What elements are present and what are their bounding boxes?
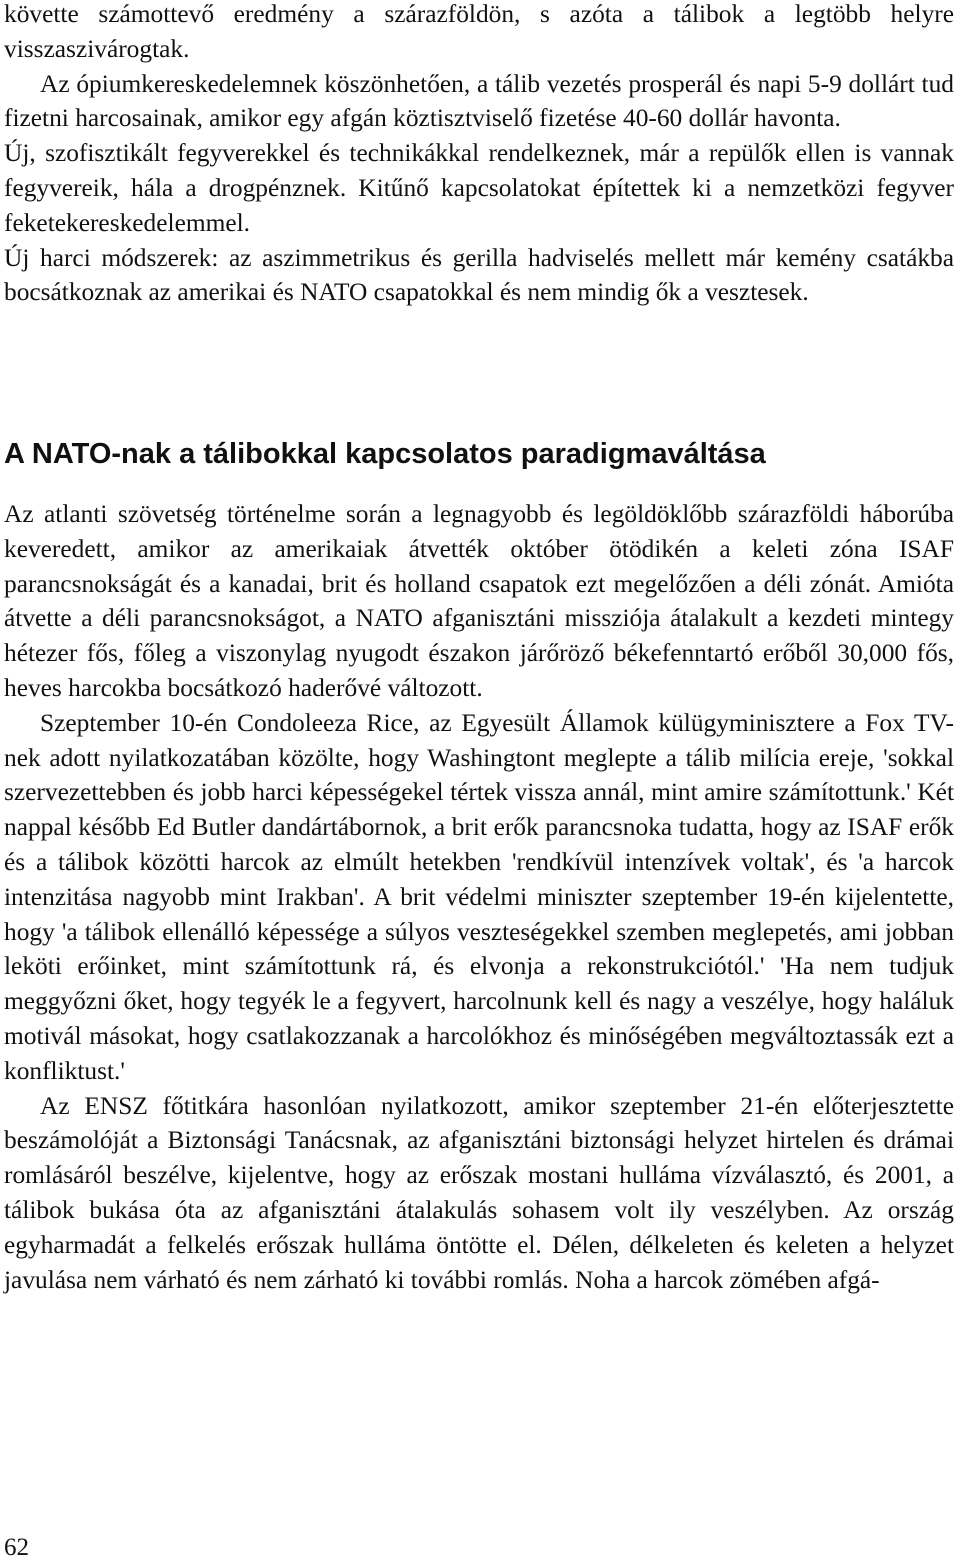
page-number: 62 (4, 1534, 29, 1561)
paragraph-new-methods: Új harci módszerek: az aszimmetrikus és gerilla hadviselés mellett már kemény csatákba bocsátkoznak az amerikai és NATO csapatokkal és nem mindig ők a vesztesek. (4, 243, 954, 307)
paragraph-atlantic-alliance: Az atlanti szövetség történelme során a legnagyobb és legöldöklőbb szárazföldi háborúba keveredett, amikor az amerikaiak átvették október ötödikén a keleti zóna ISAF parancsnokságát és a kanadai, brit és holland csapatok ezt megelőzően a déli zónát. Amióta átvette a déli parancsnokságot, a NATO afganisztáni missziója átalakult a kezdeti mintegy hétezer fős, főleg a viszonylag nyugodt északon járőröző békefenntartó erőből 30,000 fős, heves harcokba bocsátkozó haderővé változott. (4, 500, 954, 702)
section-body (4, 497, 954, 1297)
paragraph-rice-statement: Szeptember 10-én Condoleeza Rice, az Egyesült Államok külügyminisztere a Fox TV-nek adott nyilatkozatában közölte, hogy Washingtont meglepte a tálib milícia ereje, 'sokkal szervezettebben és jobb harci képességekel tértek vissza annál, mint amire számítottunk.' Két nappal később Ed Butler dandártábornok, a brit erők parancsnoka tudatta, hogy az ISAF erők és a tálibok közötti harcok az elmúlt hetekben 'rendkívül intenzívek voltak', és 'a harcok intenzitása nagyobb mint Irakban'. A brit védelmi miniszter szeptember 19-én kijelentette, hogy 'a tálibok ellenálló képessége a súlyos veszteségekkel szemben meglepetés, ami jobban leköti erőinket, mint számítottunk rá, és elvonja a rekonstrukciótól.' 'Ha nem tudjuk meggyőzni őket, hogy tegyék le a fegyvert, harcolnunk kell és nagy a veszélye, hogy haláluk motivál másokat, hogy csatlakozzanak a harcolókhoz és minőségében megváltoztassák ezt a konfliktust.' (4, 708, 954, 1085)
paragraph-un-report: Az ENSZ főtitkára hasonlóan nyilatkozott, amikor szeptember 21-én előterjesztette beszámolóját a Biztonsági Tanácsnak, az afganisztáni biztonsági helyzet hirtelen és drámai romlásáról beszélve, kijelentve, hogy az erőszak mostani hulláma vízválasztó, és 2001, a tálibok bukása óta az afganisztáni átalakulás sohasem volt ily veszélyben. Az ország egyharmadát a felkelés erőszak hulláma öntötte el. Délen, délkeleten és keleten a helyzet javulása nem várható és nem zárható ki további romlás. Noha a harcok zömében afgá- (4, 1091, 954, 1294)
section-heading: A NATO-nak a tálibokkal kapcsolatos paradigmaváltása (4, 438, 766, 470)
opening-text-block (4, 0, 954, 310)
paragraph-new-weapons: Új, szofisztikált fegyverekkel és technikákkal rendelkeznek, már a repülők ellen is vannak fegyvereik, hála a drogpénznek. Kitűnő kapcsolatokat építettek ki a nemzetközi fegyver feketekereskedelemmel. (4, 139, 954, 237)
paragraph-opium-trade: Az ópiumkereskedelemnek köszönhetően, a tálib vezetés prosperál és napi 5-9 dollárt tud fizetni harcosainak, amikor egy afgán köztisztviselő fizetése 40-60 dollár havonta. (4, 69, 954, 133)
paragraph-continuation: követte számottevő eredmény a szárazföldön, s azóta a tálibok a legtöbb helyre visszaszivárogtak. (4, 0, 954, 63)
